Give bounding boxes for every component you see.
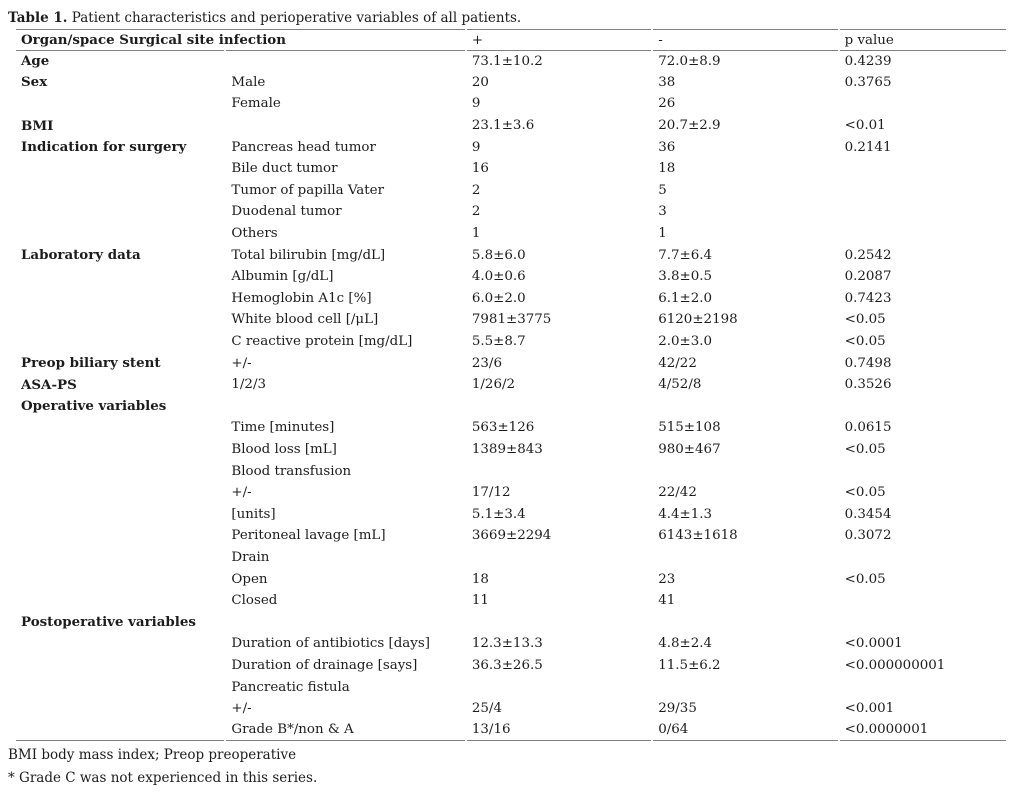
footnote-abbreviations: BMI body mass index; Preop preoperative	[8, 747, 297, 763]
category-cell	[16, 158, 224, 180]
item-cell: [units]	[231, 506, 276, 522]
category-cell	[16, 266, 224, 288]
pvalue-cell: <0.05	[844, 485, 886, 501]
pvalue-cell: 0.2542	[844, 247, 892, 263]
pvalue-cell: <0.0001	[844, 636, 903, 652]
plus-value-cell: 3669±2294	[471, 528, 552, 544]
table-row	[16, 180, 1006, 202]
table-row	[16, 115, 1006, 137]
minus-value-cell: 1	[658, 226, 667, 242]
pvalue-cell	[840, 547, 1006, 569]
table-row	[16, 525, 1006, 547]
plus-value-cell: 23/6	[471, 355, 502, 371]
plus-value-cell	[467, 460, 651, 482]
minus-value-cell	[653, 611, 837, 633]
minus-value-cell	[653, 676, 837, 698]
patient-characteristics-table	[14, 29, 1008, 741]
category-cell: Indication for surgery	[21, 139, 187, 156]
table-row	[16, 698, 1006, 720]
category-cell	[16, 655, 224, 677]
header-plus-column: +	[467, 29, 651, 50]
plus-value-cell: 5.1±3.4	[471, 506, 526, 522]
item-cell: Time [minutes]	[231, 420, 335, 436]
table-row	[16, 288, 1006, 310]
minus-value-cell: 42/22	[658, 355, 697, 371]
item-cell: +/-	[231, 355, 252, 371]
header-pvalue-column: p value	[840, 29, 1006, 50]
item-cell	[226, 50, 464, 72]
category-cell	[16, 698, 224, 720]
pvalue-cell	[840, 201, 1006, 223]
minus-value-cell: 2.0±3.0	[658, 334, 713, 350]
plus-value-cell: 1	[471, 226, 481, 242]
item-cell: +/-	[231, 485, 252, 501]
plus-value-cell: 563±126	[471, 420, 535, 436]
plus-value-cell	[467, 547, 651, 569]
pvalue-cell: 0.0615	[844, 420, 892, 436]
minus-value-cell: 515±108	[658, 420, 721, 436]
category-cell: Operative variables	[21, 398, 167, 415]
pvalue-cell	[840, 460, 1006, 482]
pvalue-cell	[840, 223, 1006, 245]
minus-value-cell: 5	[658, 182, 667, 198]
minus-value-cell	[653, 396, 837, 418]
minus-value-cell: 11.5±6.2	[658, 657, 721, 673]
pvalue-cell: 0.3454	[844, 506, 892, 522]
table-row	[16, 417, 1006, 439]
table-row	[16, 223, 1006, 245]
minus-value-cell: 4.8±2.4	[658, 636, 713, 652]
item-cell: Peritoneal lavage [mL]	[231, 528, 386, 544]
minus-value-cell: 36	[658, 139, 676, 155]
minus-value-cell: 18	[658, 161, 676, 177]
category-cell	[16, 288, 224, 310]
item-cell: Female	[231, 96, 281, 112]
minus-value-cell: 4/52/8	[658, 377, 702, 393]
table-row	[16, 309, 1006, 331]
plus-value-cell: 13/16	[467, 719, 651, 741]
pvalue-cell	[840, 180, 1006, 202]
item-cell: White blood cell [/μL]	[231, 312, 379, 328]
plus-value-cell: 5.8±6.0	[471, 247, 526, 263]
category-cell	[16, 331, 224, 353]
plus-value-cell: 17/12	[471, 485, 511, 501]
item-cell: Male	[231, 74, 266, 90]
category-cell	[16, 223, 224, 245]
table-row	[16, 50, 1006, 72]
table-caption-label: Table 1.	[8, 10, 68, 26]
table-row	[16, 503, 1006, 525]
minus-value-cell: 3	[658, 204, 667, 220]
pvalue-cell: <0.01	[844, 118, 886, 134]
table-row	[16, 266, 1006, 288]
pvalue-cell: 0.3765	[844, 74, 892, 90]
item-cell: Pancreas head tumor	[231, 139, 376, 155]
pvalue-cell	[840, 93, 1006, 115]
category-cell	[16, 482, 224, 504]
footnote-grade-c: * Grade C was not experienced in this series.	[8, 770, 318, 786]
table-caption-text: Patient characteristics and perioperative variables of all patients.	[67, 10, 522, 26]
table-row	[16, 719, 1006, 741]
plus-value-cell	[467, 396, 651, 418]
table-row	[16, 676, 1006, 698]
minus-value-cell: 41	[658, 593, 676, 609]
item-cell: Tumor of papilla Vater	[231, 182, 384, 198]
minus-value-cell	[653, 547, 837, 569]
plus-value-cell: 5.5±8.7	[471, 334, 526, 350]
plus-value-cell: 73.1±10.2	[467, 50, 651, 72]
table-row	[16, 93, 1006, 115]
pvalue-cell: 0.7498	[844, 355, 892, 371]
plus-value-cell: 7981±3775	[471, 312, 552, 328]
table-row	[16, 482, 1006, 504]
plus-value-cell: 9	[471, 139, 481, 155]
item-cell: 1/2/3	[231, 377, 266, 393]
item-cell: Grade B*/non & A	[226, 719, 464, 741]
table-row	[16, 374, 1006, 396]
table-row	[16, 547, 1006, 569]
pvalue-cell: 0.3526	[844, 377, 892, 393]
plus-value-cell	[467, 611, 651, 633]
plus-value-cell: 1/26/2	[471, 377, 515, 393]
plus-value-cell: 18	[471, 571, 489, 587]
item-cell: Blood loss [mL]	[231, 441, 337, 457]
item-cell: C reactive protein [mg/dL]	[231, 334, 413, 350]
category-cell	[16, 460, 224, 482]
table-row	[16, 568, 1006, 590]
plus-value-cell	[467, 676, 651, 698]
pvalue-cell	[840, 676, 1006, 698]
table-row	[16, 352, 1006, 374]
pvalue-cell: <0.000000001	[844, 657, 946, 673]
item-cell: Blood transfusion	[231, 463, 352, 479]
plus-value-cell: 12.3±13.3	[471, 636, 543, 652]
item-cell: Total bilirubin [mg/dL]	[231, 247, 386, 263]
table-row	[16, 158, 1006, 180]
item-cell: Closed	[231, 593, 278, 609]
category-cell	[16, 439, 224, 461]
pvalue-cell	[840, 611, 1006, 633]
item-cell: Others	[231, 226, 278, 242]
plus-value-cell: 4.0±0.6	[471, 269, 526, 285]
plus-value-cell: 36.3±26.5	[471, 657, 543, 673]
category-cell: Preop biliary stent	[21, 355, 161, 372]
category-cell: Laboratory data	[21, 247, 141, 264]
pvalue-cell	[840, 590, 1006, 612]
item-cell: Duration of drainage [says]	[231, 657, 418, 673]
plus-value-cell: 2	[471, 204, 481, 220]
table-row	[16, 439, 1006, 461]
item-cell: Open	[231, 571, 268, 587]
minus-value-cell: 29/35	[658, 701, 697, 717]
minus-value-cell: 0/64	[653, 719, 837, 741]
table-row	[16, 611, 1006, 633]
pvalue-cell: 0.2141	[844, 139, 892, 155]
table-row	[16, 331, 1006, 353]
pvalue-cell: <0.05	[844, 312, 886, 328]
minus-value-cell: 6120±2198	[658, 312, 738, 328]
pvalue-cell	[840, 396, 1006, 418]
minus-value-cell: 980±467	[658, 441, 721, 457]
item-cell: Pancreatic fistula	[231, 679, 350, 695]
item-cell: Hemoglobin A1c [%]	[231, 290, 372, 306]
minus-value-cell: 22/42	[658, 485, 697, 501]
plus-value-cell: 11	[471, 593, 489, 609]
pvalue-cell: <0.001	[844, 701, 895, 717]
category-cell	[16, 93, 224, 115]
pvalue-cell: 0.7423	[844, 290, 892, 306]
category-cell: Sex	[21, 74, 48, 91]
table-body	[16, 50, 1006, 741]
table-row	[16, 590, 1006, 612]
item-cell: Bile duct tumor	[231, 161, 338, 177]
plus-value-cell: 1389±843	[471, 441, 543, 457]
minus-value-cell: 23	[658, 571, 676, 587]
table-row	[16, 460, 1006, 482]
plus-value-cell: 16	[471, 161, 489, 177]
item-cell	[226, 611, 464, 633]
category-cell	[16, 309, 224, 331]
item-cell: Duration of antibiotics [days]	[231, 636, 430, 652]
category-cell	[16, 676, 224, 698]
minus-value-cell: 26	[658, 96, 676, 112]
plus-value-cell: 25/4	[471, 701, 502, 717]
category-cell: ASA-PS	[21, 376, 77, 393]
plus-value-cell: 23.1±3.6	[471, 118, 535, 134]
table-caption	[8, 8, 1008, 28]
table-row	[16, 244, 1006, 266]
minus-value-cell: 72.0±8.9	[653, 50, 837, 72]
table-row	[16, 72, 1006, 94]
item-cell	[226, 115, 464, 137]
minus-value-cell: 20.7±2.9	[658, 118, 721, 134]
pvalue-cell: <0.05	[844, 334, 886, 350]
pvalue-cell	[840, 158, 1006, 180]
minus-value-cell	[653, 460, 837, 482]
category-cell	[16, 719, 224, 741]
minus-value-cell: 3.8±0.5	[658, 269, 713, 285]
category-cell	[16, 547, 224, 569]
category-cell: BMI	[21, 117, 54, 134]
category-cell	[16, 525, 224, 547]
table-row	[16, 201, 1006, 223]
category-cell	[16, 633, 224, 655]
pvalue-cell: 0.2087	[844, 269, 892, 285]
category-cell	[16, 568, 224, 590]
pvalue-cell: <0.05	[844, 571, 886, 587]
item-cell: Drain	[231, 549, 270, 565]
minus-value-cell: 4.4±1.3	[658, 506, 713, 522]
category-cell: Postoperative variables	[21, 614, 196, 631]
pvalue-cell: <0.05	[844, 441, 886, 457]
header-minus-column: -	[653, 29, 837, 50]
minus-value-cell: 6.1±2.0	[658, 290, 713, 306]
table-row	[16, 136, 1006, 158]
header-group-label: Organ/space Surgical site infection	[16, 29, 465, 50]
category-cell	[16, 180, 224, 202]
category-cell	[16, 201, 224, 223]
table-row	[16, 655, 1006, 677]
plus-value-cell: 2	[471, 182, 481, 198]
category-cell	[16, 590, 224, 612]
table-head	[16, 29, 1006, 50]
minus-value-cell: 7.7±6.4	[658, 247, 713, 263]
table-row	[16, 396, 1006, 418]
table-row	[16, 633, 1006, 655]
plus-value-cell: 9	[471, 96, 481, 112]
header-row	[16, 29, 1006, 50]
minus-value-cell: 38	[658, 74, 676, 90]
plus-value-cell: 20	[471, 74, 489, 90]
item-cell: Duodenal tumor	[231, 204, 342, 220]
category-cell	[16, 503, 224, 525]
category-cell: Age	[16, 50, 224, 72]
item-cell	[226, 396, 464, 418]
item-cell: +/-	[231, 701, 252, 717]
minus-value-cell: 6143±1618	[658, 528, 738, 544]
pvalue-cell: <0.0000001	[840, 719, 1006, 741]
pvalue-cell: 0.3072	[844, 528, 892, 544]
plus-value-cell: 6.0±2.0	[471, 290, 526, 306]
pvalue-cell: 0.4239	[840, 50, 1006, 72]
category-cell	[16, 417, 224, 439]
item-cell: Albumin [g/dL]	[231, 269, 334, 285]
